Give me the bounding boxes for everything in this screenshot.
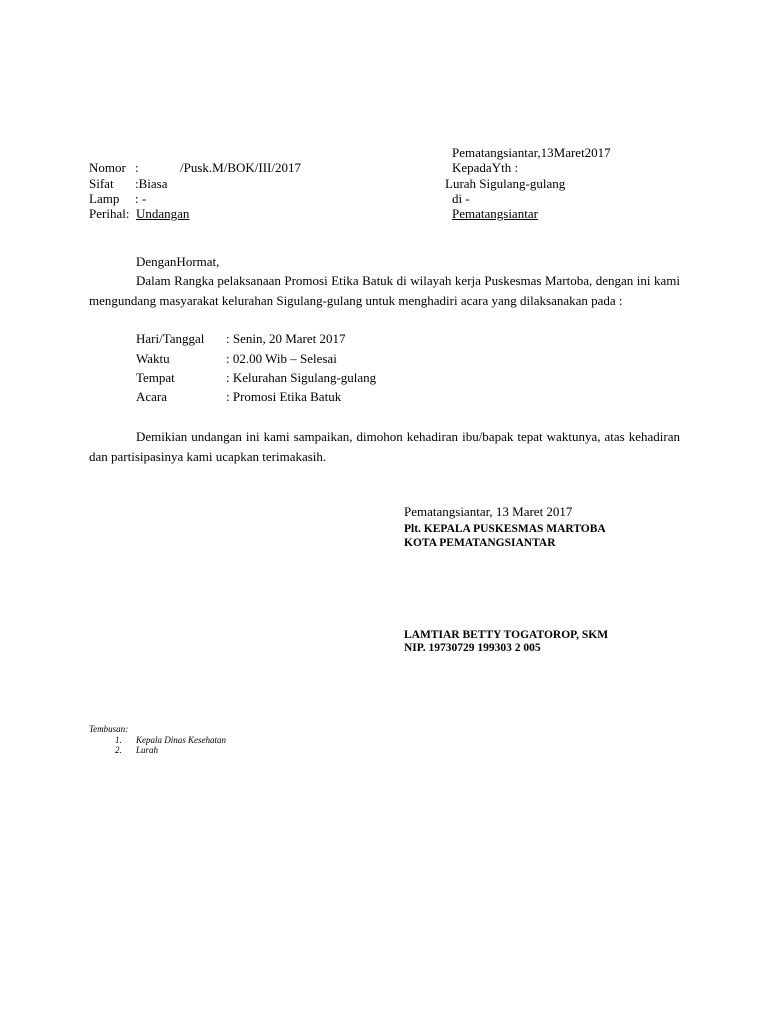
tembusan-item-1-num: 1. bbox=[115, 735, 122, 745]
greeting: DenganHormat, bbox=[136, 254, 220, 269]
detail-label-time: Waktu bbox=[136, 351, 170, 366]
intro-text: Dalam Rangka pelaksanaan Promosi Etika Batuk di wilayah kerja Puskesmas Martoba, dengan ini kami mengundang masyarakat kelurahan Sigulang-gulang untuk menghadiri acara yang dilaksanakan pada : bbox=[89, 273, 680, 308]
intro-paragraph bbox=[89, 271, 680, 310]
closing-paragraph bbox=[89, 427, 680, 466]
lamp-label: Lamp bbox=[89, 191, 120, 206]
detail-value-date: : Senin, 20 Maret 2017 bbox=[226, 331, 346, 346]
lamp-value: : - bbox=[135, 191, 147, 206]
nomor-value: /Pusk.M/BOK/III/2017 bbox=[180, 160, 301, 175]
signer-nip: NIP. 19730729 199303 2 005 bbox=[404, 642, 541, 654]
closing-text: Demikian undangan ini kami sampaikan, dimohon kehadiran ibu/bapak tepat waktunya, atas kehadiran dan partisipasinya kami ucapkan terimakasih. bbox=[89, 429, 680, 464]
detail-label-date: Hari/Tanggal bbox=[136, 331, 205, 346]
recipient-kepada: KepadaYth : bbox=[452, 160, 519, 175]
letter-date: Pematangsiantar,13Maret2017 bbox=[452, 145, 611, 160]
detail-value-time: : 02.00 Wib – Selesai bbox=[226, 351, 337, 366]
recipient-di: di - bbox=[452, 191, 470, 206]
recipient-city: Pematangsiantar bbox=[452, 206, 538, 221]
detail-value-place: : Kelurahan Sigulang-gulang bbox=[226, 370, 377, 385]
detail-label-place: Tempat bbox=[136, 370, 175, 385]
signer-name: LAMTIAR BETTY TOGATOROP, SKM bbox=[404, 629, 609, 641]
signature-date: Pematangsiantar, 13 Maret 2017 bbox=[404, 504, 573, 519]
recipient-name: Lurah Sigulang-gulang bbox=[445, 176, 566, 191]
tembusan-label: Tembusan: bbox=[89, 724, 129, 734]
detail-label-event: Acara bbox=[136, 389, 168, 404]
detail-value-event: : Promosi Etika Batuk bbox=[226, 389, 342, 404]
perihal-label: Perihal: bbox=[89, 206, 130, 221]
perihal-value: Undangan bbox=[136, 206, 190, 221]
sifat-value: :Biasa bbox=[135, 176, 168, 191]
signature-title-1: Plt. KEPALA PUSKESMAS MARTOBA bbox=[404, 523, 606, 535]
tembusan-item-2: Lurah bbox=[136, 745, 159, 755]
nomor-separator: : bbox=[135, 160, 139, 175]
tembusan-item-2-num: 2. bbox=[115, 745, 122, 755]
nomor-label: Nomor bbox=[89, 160, 126, 175]
sifat-label: Sifat bbox=[89, 176, 114, 191]
signature-title-2: KOTA PEMATANGSIANTAR bbox=[404, 537, 556, 549]
tembusan-item-1: Kepala Dinas Kesehatan bbox=[136, 735, 226, 745]
